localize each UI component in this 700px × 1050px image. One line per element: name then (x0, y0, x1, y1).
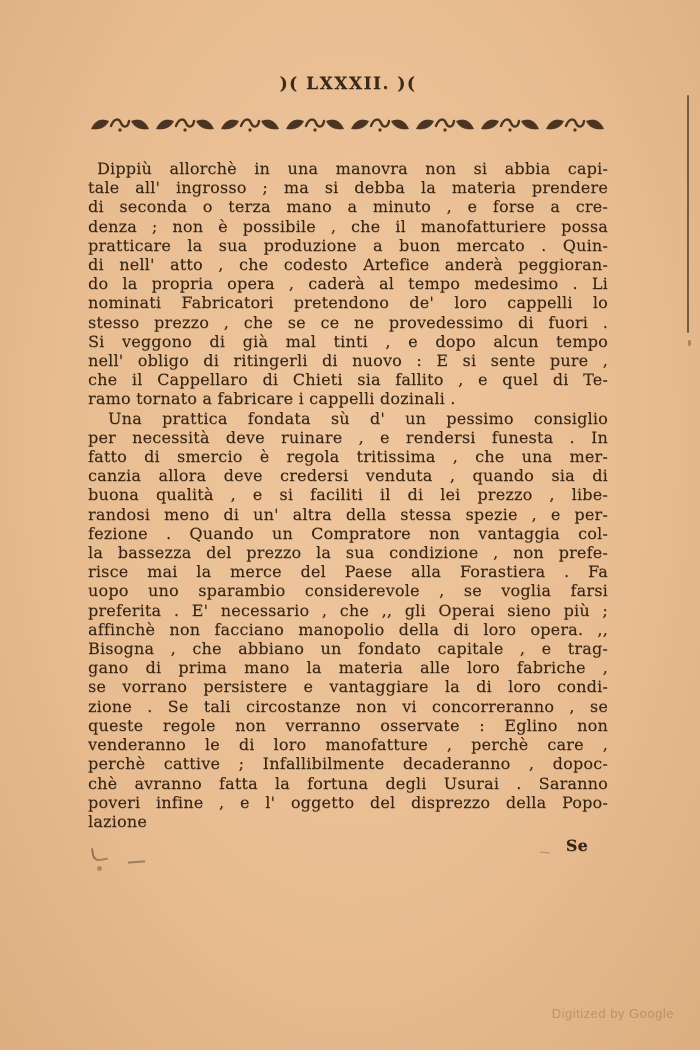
scan-watermark: Digitized by Google (551, 1006, 674, 1021)
text-line: che il Cappellaro di Chieti sia fallito , e quel di Te- (88, 370, 608, 390)
text-line: tale all' ingrosso ; ma si debba la materia prendere (88, 178, 608, 198)
text-line: fatto di smercio è regola tritissima , che una mer- (88, 447, 608, 467)
text-line: pratticare la sua produzione a buon mercato . Quin- (88, 235, 608, 255)
text-line: queste regole non verranno osservate : Eglino non (88, 715, 608, 735)
text-line: di seconda o terza mano a minuto , e forse a cre- (88, 197, 608, 217)
text-line: affinchè non facciano manopolio della di loro opera. ,, (88, 619, 608, 639)
page-edge-shadow (687, 95, 690, 333)
text-line: stesso prezzo , che se ce ne provedessimo di fuori . (88, 312, 608, 332)
text-line: denza ; non è possibile , che il manofatturiere possa (88, 216, 608, 236)
catchword-line (88, 836, 608, 855)
text-line: Dippiù allorchè in una manovra non si abbia capi- (97, 159, 608, 178)
text-line: poveri infine , e l' oggetto del disprezzo della Popo- (88, 792, 608, 812)
page-edge-speck (688, 340, 691, 346)
text-line: risce mai la merce del Paese alla Forastiera . Fa (88, 562, 608, 582)
text-line: chè avranno fatta la fortuna degli Usurai . Saranno (88, 773, 608, 793)
text-line: buona qualità , e si faciliti il di lei prezzo , libe- (88, 485, 608, 505)
paragraph (88, 159, 608, 409)
text-line: canzia allora deve credersi venduta , quando sia di (88, 466, 608, 486)
text-line: perchè cattive ; Infallibilmente decaderanno , dopoc- (88, 754, 608, 774)
text-line: ramo tornato a fabricare i cappelli dozinali . (88, 389, 456, 409)
fleuron-band-icon (88, 112, 608, 136)
text-line: Una prattica fondata sù d' un pessimo consiglio (108, 408, 608, 428)
text-line: nell' obligo di ritingerli di nuovo : E si sente pure , (88, 351, 608, 371)
paragraphs (88, 159, 608, 831)
text-block (88, 159, 608, 855)
text-line: Si veggono di già mal tinti , e dopo alcun tempo (88, 331, 608, 351)
ink-mark (128, 860, 145, 863)
text-line: randosi meno di un' altra della stessa spezie , e per- (88, 504, 608, 524)
ink-mark (91, 846, 108, 862)
catchword: Se (565, 836, 588, 856)
fleuron-ornament-band (88, 112, 608, 136)
text-line: nominati Fabricatori pretendono de' loro cappelli lo (88, 293, 608, 313)
page-number-header: )( LXXXII. )( (279, 74, 417, 94)
text-line: la bassezza del prezzo la sua condizione , non prefe- (88, 543, 608, 563)
text-line: di nell' atto , che codesto Artefice anderà peggioran- (88, 255, 608, 275)
text-line: lazione (88, 811, 148, 831)
ink-mark (97, 866, 102, 871)
text-line: se vorrano persistere e vantaggiare la di loro condi- (88, 677, 608, 697)
text-line: Bisogna , che abbiano un fondato capitale , e trag- (88, 639, 608, 659)
text-line: venderanno le di loro manofatture , perchè care , (88, 735, 608, 755)
text-line: fezione . Quando un Compratore non vantaggia col- (88, 523, 608, 543)
text-line: uopo uno sparambio considerevole , se voglia farsi (88, 581, 608, 601)
text-line: per necessità deve ruinare , e rendersi funesta . In (88, 427, 608, 447)
text-line: do la propria opera , caderà al tempo medesimo . Li (88, 274, 608, 294)
paragraph (88, 409, 608, 831)
text-line: zione . Se tali circostanze non vi concorreranno , se (88, 696, 608, 716)
text-line: preferita . E' necessario , che ,, gli Operai sieno più ; (88, 600, 608, 620)
text-line: gano di prima mano la materia alle loro fabriche , (88, 658, 608, 678)
